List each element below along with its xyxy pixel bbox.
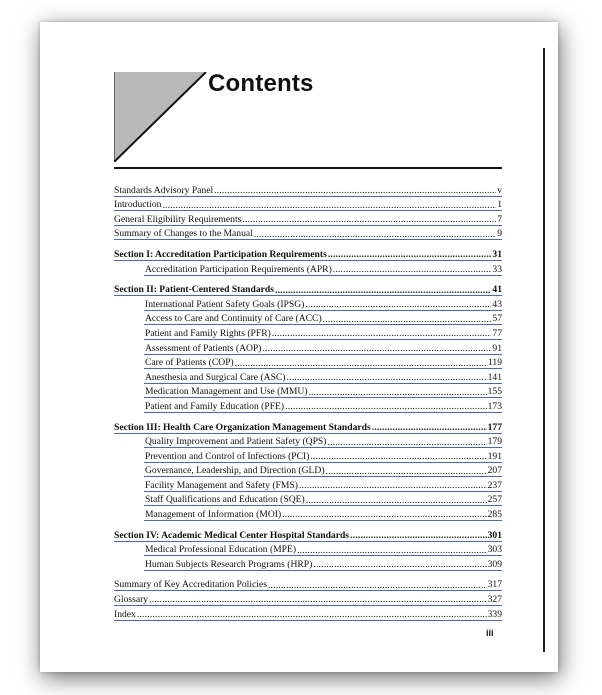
toc-page-number: 141: [487, 371, 502, 383]
page-title: Contents: [208, 70, 314, 97]
toc-entry-title: Anesthesia and Surgical Care (ASC): [145, 371, 286, 383]
dot-leader: [285, 402, 487, 413]
toc-entry-title: Staff Qualifications and Education (SQE): [145, 494, 305, 506]
toc-entry-title: Medical Professional Education (MPE): [145, 544, 297, 556]
dot-leader: [309, 388, 487, 399]
toc-entry-title: Quality Improvement and Patient Safety (QPS): [145, 436, 327, 448]
dot-leader: [262, 344, 491, 355]
toc-entry-title: Section IV: Academic Medical Center Hospital Standards: [114, 529, 350, 541]
header-decoration: [114, 72, 216, 162]
toc-page-number: v: [497, 184, 502, 196]
dot-leader: [235, 359, 487, 370]
table-of-contents: [114, 182, 502, 621]
dot-leader: [254, 230, 496, 241]
toc-page-number: 257: [487, 494, 502, 506]
toc-page-number: 31: [492, 248, 502, 260]
toc-page-number: 43: [492, 298, 502, 310]
toc-entry[interactable]: [114, 246, 502, 261]
page-number: iii: [486, 628, 494, 638]
dot-leader: [306, 496, 487, 507]
toc-page-number: 339: [487, 608, 502, 620]
toc-subentry[interactable]: [114, 325, 502, 340]
dot-leader: [137, 610, 487, 621]
toc-page-number: 173: [487, 400, 502, 412]
toc-entry[interactable]: [114, 197, 502, 212]
toc-page-number: 179: [487, 436, 502, 448]
toc-entry-title: Patient and Family Rights (PFR): [145, 327, 271, 339]
toc-page-number: 191: [487, 450, 502, 462]
toc-entry-title: Human Subjects Research Programs (HRP): [145, 558, 313, 570]
toc-entry-title: Assessment of Patients (AOP): [145, 342, 262, 354]
toc-entry-title: International Patient Safety Goals (IPSG): [145, 298, 305, 310]
dot-leader: [313, 560, 486, 571]
title-rule: [114, 167, 502, 169]
toc-entry-title: Summary of Changes to the Manual: [114, 228, 253, 240]
toc-page-number: 119: [487, 357, 502, 369]
toc-entry-title: Governance, Leadership, and Direction (GLD): [145, 465, 325, 477]
toc-entry[interactable]: [114, 606, 502, 621]
toc-entry-title: Glossary: [114, 594, 149, 606]
dot-leader: [282, 510, 486, 521]
toc-subentry[interactable]: [114, 369, 502, 384]
toc-entry[interactable]: [114, 577, 502, 592]
toc-page-number: 317: [487, 579, 502, 591]
toc-entry-title: Accreditation Participation Requirements (APR): [145, 263, 332, 275]
toc-subentry[interactable]: [114, 463, 502, 478]
dot-leader: [275, 286, 491, 297]
toc-subentry[interactable]: [114, 261, 502, 276]
toc-entry-title: Access to Care and Continuity of Care (ACC): [145, 313, 322, 325]
toc-subentry[interactable]: [114, 398, 502, 413]
toc-page-number: 1: [497, 199, 502, 211]
dot-leader: [333, 265, 492, 276]
toc-entry-title: Introduction: [114, 199, 162, 211]
toc-entry[interactable]: [114, 211, 502, 226]
dot-leader: [299, 481, 487, 492]
toc-entry-title: Prevention and Control of Infections (PCI): [145, 450, 310, 462]
toc-subentry[interactable]: [114, 506, 502, 521]
toc-subentry[interactable]: [114, 296, 502, 311]
dot-leader: [297, 546, 487, 557]
dot-leader: [162, 201, 496, 212]
toc-subentry[interactable]: [114, 434, 502, 449]
toc-entry-title: Summary of Key Accreditation Policies: [114, 579, 267, 591]
toc-subentry[interactable]: [114, 340, 502, 355]
toc-entry[interactable]: [114, 226, 502, 241]
dot-leader: [272, 329, 492, 340]
dot-leader: [372, 423, 487, 434]
toc-entry-title: Medication Management and Use (MMU): [145, 386, 308, 398]
dot-leader: [214, 186, 496, 197]
toc-subentry[interactable]: [114, 384, 502, 399]
dot-leader: [323, 315, 492, 326]
toc-subentry[interactable]: [114, 311, 502, 326]
toc-subentry[interactable]: [114, 448, 502, 463]
toc-page-number: 303: [487, 544, 502, 556]
toc-page-number: 41: [492, 284, 502, 296]
dot-leader: [305, 300, 491, 311]
toc-subentry[interactable]: [114, 355, 502, 370]
toc-page-number: 57: [492, 313, 502, 325]
toc-page-number: 33: [492, 263, 502, 275]
dot-leader: [242, 215, 496, 226]
toc-page-number: 301: [487, 529, 502, 541]
toc-entry-title: Care of Patients (COP): [145, 357, 234, 369]
toc-entry-title: Section I: Accreditation Participation Requirements: [114, 248, 327, 260]
toc-entry-title: Section II: Patient-Centered Standards: [114, 284, 274, 296]
toc-subentry[interactable]: [114, 477, 502, 492]
toc-entry-title: Standards Advisory Panel: [114, 184, 214, 196]
toc-entry-title: Management of Information (MOI): [145, 509, 282, 521]
toc-page-number: 7: [497, 213, 502, 225]
dot-leader: [328, 250, 492, 261]
toc-entry[interactable]: [114, 182, 502, 197]
dot-leader: [350, 531, 487, 542]
dot-leader: [326, 467, 487, 478]
toc-page-number: 155: [487, 386, 502, 398]
toc-page-number: 9: [497, 228, 502, 240]
toc-entry-title: Index: [114, 608, 136, 620]
toc-subentry[interactable]: [114, 556, 502, 571]
toc-page-number: 177: [487, 421, 502, 433]
page-edge-rule: [543, 48, 545, 652]
toc-subentry[interactable]: [114, 492, 502, 507]
toc-page-number: 91: [492, 342, 502, 354]
toc-entry-title: Patient and Family Education (PFE): [145, 400, 285, 412]
dot-leader: [287, 373, 487, 384]
toc-page-number: 237: [487, 479, 502, 491]
toc-page-number: 207: [487, 465, 502, 477]
toc-page-number: 77: [492, 327, 502, 339]
dot-leader: [149, 595, 487, 606]
dot-leader: [310, 452, 486, 463]
toc-page-number: 327: [487, 594, 502, 606]
toc-page-number: 309: [487, 558, 502, 570]
toc-page-number: 285: [487, 509, 502, 521]
toc-entry[interactable]: [114, 591, 502, 606]
toc-entry-title: General Eligibility Requirements: [114, 213, 242, 225]
toc-entry[interactable]: [114, 282, 502, 297]
toc-entry[interactable]: [114, 527, 502, 542]
toc-entry-title: Facility Management and Safety (FMS): [145, 479, 298, 491]
toc-entry[interactable]: [114, 419, 502, 434]
dot-leader: [327, 438, 486, 449]
toc-subentry[interactable]: [114, 542, 502, 557]
dot-leader: [268, 581, 487, 592]
toc-entry-title: Section III: Health Care Organization Management Standards: [114, 421, 371, 433]
